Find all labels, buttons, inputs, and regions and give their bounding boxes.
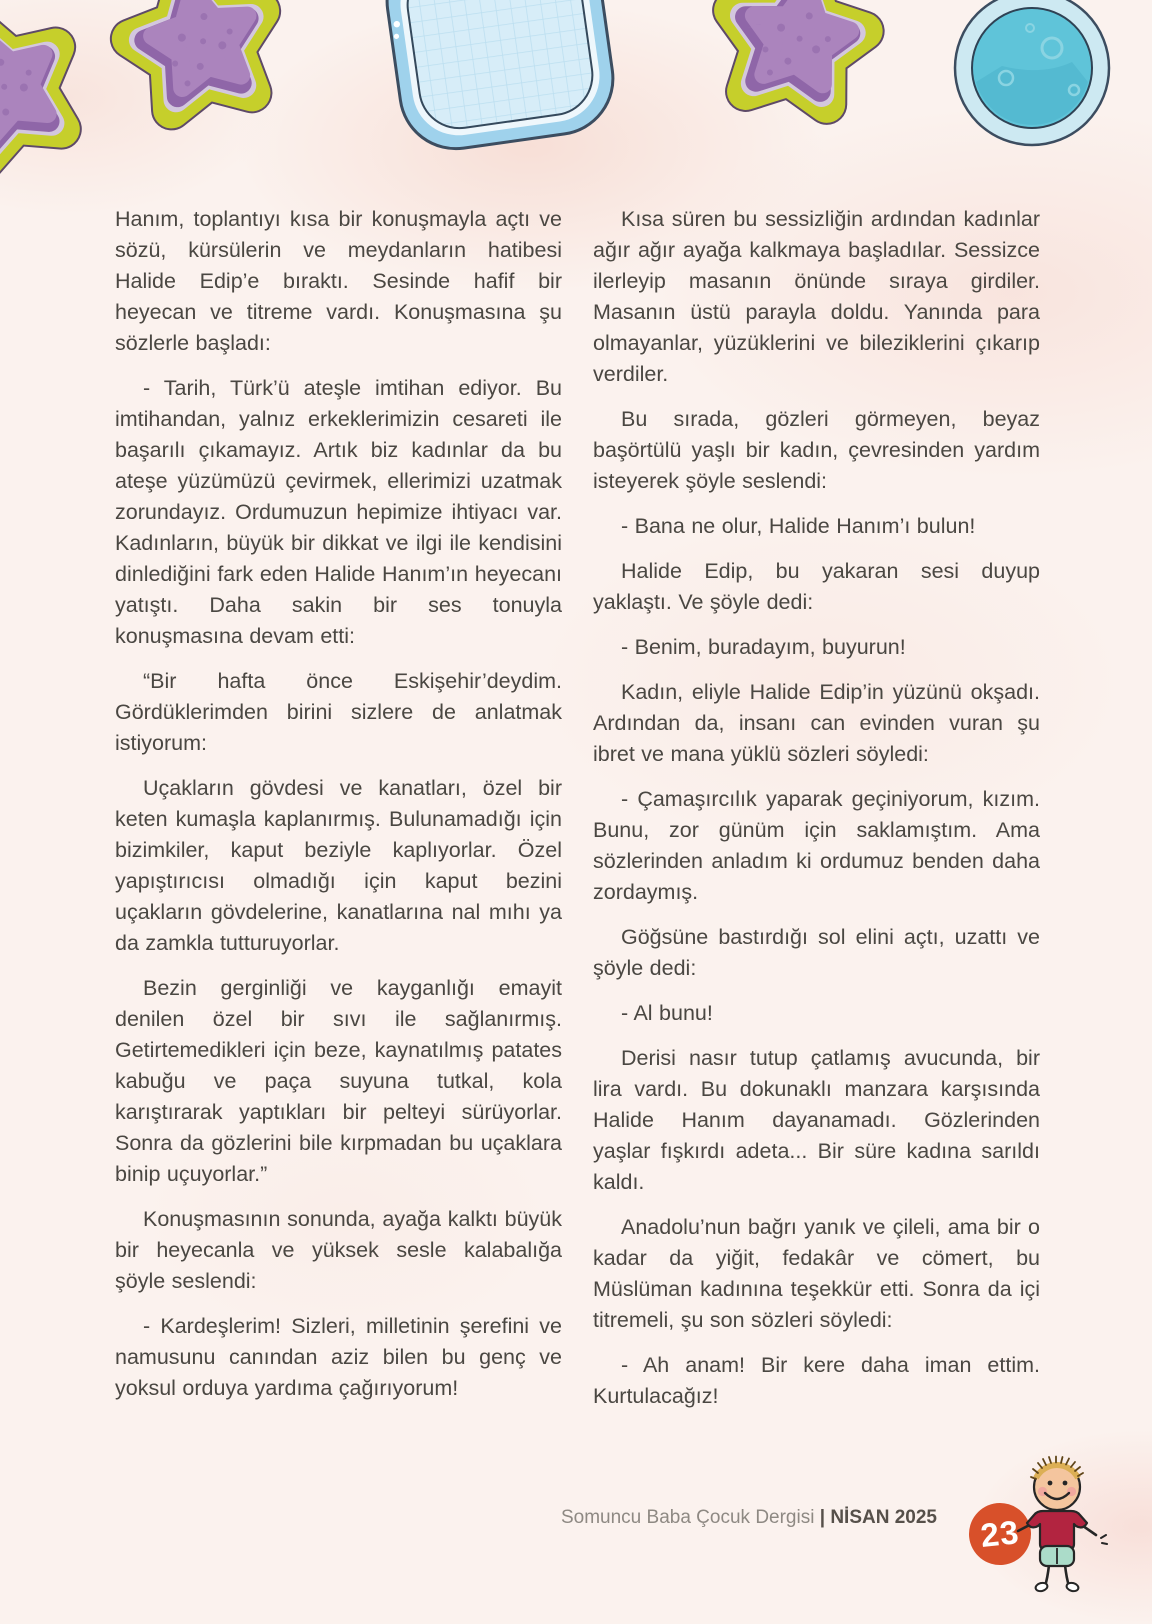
paragraph: Kısa süren bu sessizliğin ardından kadınlar ağır ağır ayağa kalkmaya başladılar. Sessizce ilerleyip masanın önünde sıraya girdiler. Masanın üstü parayla doldu. Yanında para olmayanlar, yüzüklerini ve bileziklerini çıkarıp verdiler. <box>593 207 1040 386</box>
hand-motion-marks <box>1101 1535 1107 1544</box>
article-body <box>115 204 1040 1426</box>
pool-circle-decoration <box>955 0 1109 145</box>
page-number: 23 <box>978 1513 1022 1554</box>
paragraph: Anadolu’nun bağrı yanık ve çileli, ama bir o kadar da yiğit, fedakâr ve cömert, bu Müslüman kadınına teşekkür etti. Sonra da içi titremeli, şu son sözleri söyledi: <box>593 1215 1040 1332</box>
star-decoration-3 <box>720 0 871 108</box>
paragraph: - Benim, buradayım, buyurun! <box>621 635 906 659</box>
paragraph: “Bir hafta önce Eskişehir’deydim. Gördüklerimden birini sizlere de anlatmak istiyorum: <box>115 669 562 755</box>
paragraph: - Bana ne olur, Halide Hanım’ı bulun! <box>621 514 976 538</box>
paragraph: Göğsüne bastırdığı sol elini açtı, uzattı ve şöyle dedi: <box>593 925 1040 980</box>
paragraph: - Al bunu! <box>621 1001 713 1025</box>
paragraph: Hanım, toplantıyı kısa bir konuşmayla açtı ve sözü, kürsülerin ve meydanların hatibesi Halide Edip’e bıraktı. Sesinde hafif bir heyecan ve titreme vardı. Konuşmasına şu sözlerle başladı: <box>115 207 562 355</box>
magazine-name: Somuncu Baba Çocuk Dergisi <box>560 1507 820 1528</box>
top-decorations <box>0 0 1152 212</box>
towel-square-decoration <box>380 0 620 156</box>
paragraph: Halide Edip, bu yakaran sesi duyup yaklaştı. Ve şöyle dedi: <box>593 559 1040 614</box>
issue-date: | NİSAN 2025 <box>819 1507 937 1528</box>
text-column-left <box>115 204 562 1426</box>
shirt <box>1027 1511 1087 1549</box>
kid-mascot-illustration <box>1013 1453 1108 1593</box>
paragraph: Derisi nasır tutup çatlamış avucunda, bir lira vardı. Bu dokunaklı manzara karşısında Halide Hanım dayanamadı. Gözlerinden yaşlar fışkırdı adeta... Bir süre kadına sarıldı kaldı. <box>593 1046 1040 1194</box>
paragraph: - Ah anam! Bir kere daha iman ettim. Kurtulacağız! <box>593 1353 1040 1408</box>
paragraph: - Çamaşırcılık yaparak geçiniyorum, kızım. Bunu, zor günüm için saklamıştım. Ama sözlerinden anladım ki ordumuz benden daha zordaymış. <box>593 787 1040 904</box>
paragraph: - Tarih, Türk’ü ateşle imtihan ediyor. Bu imtihandan, yalnız erkeklerimizin cesareti ile başarılı çıkamayız. Artık biz kadınlar da bu ateşe yüzümüzü çevirmek, ellerimizi uzatmak zorundayız. Ordumuzun hepimize ihtiyacı var. Kadınların, büyük bir dikkat ve ilgi ile kendisini dinlediğini fark eden Halide Hanım’ın heyecanı yatıştı. Daha sakin bir ses tonuyla konuşmasına devam etti: <box>115 376 562 648</box>
paragraph: Bezin gerginliği ve kayganlığı emayit denilen özel bir sıvı ile sağlanırmış. Getirtemedikleri için beze, kaynatılmış patates kabuğu ve paça suyuna tutkal, kola karıştırarak yaptıkları bir pelteyi sürüyorlar. Sonra da gözlerini bile kırpmadan bu uçaklara binip uçuyorlar.” <box>115 976 562 1186</box>
paragraph: Kadın, eliyle Halide Edip’in yüzünü okşadı. Ardından da, insanı can evinden vuran şu ibret ve mana yüklü sözleri söyledi: <box>593 680 1040 766</box>
paragraph: Bu sırada, gözleri görmeyen, beyaz başörtülü yaşlı bir kadın, çevresinden yardım isteyerek şöyle seslendi: <box>593 407 1040 493</box>
star-decoration-2 <box>120 0 277 115</box>
text-column-right <box>593 204 1040 1426</box>
paragraph: Uçakların gövdesi ve kanatları, özel bir keten kumaşla kaplanırmış. Bulunamadığı için bizimkiler, kaput beziyle kaplıyorlar. Özel yapıştırıcısı olmadığı için kaput bezini uçakların gövdelerine, kanatlarına nal mıhı ya da zamkla tutturuyorlar. <box>115 776 562 955</box>
footer-credit <box>561 1507 937 1529</box>
paragraph: Konuşmasının sonunda, ayağa kalktı büyük bir heyecanla ve yüksek sesle kalabalığa şöyle seslendi: <box>115 1207 562 1293</box>
star-decoration-left <box>0 2 85 169</box>
paragraph: - Kardeşlerim! Sizleri, milletinin şerefini ve namusunu canından aziz bilen bu genç ve yoksul orduya yardıma çağırıyorum! <box>115 1314 562 1400</box>
